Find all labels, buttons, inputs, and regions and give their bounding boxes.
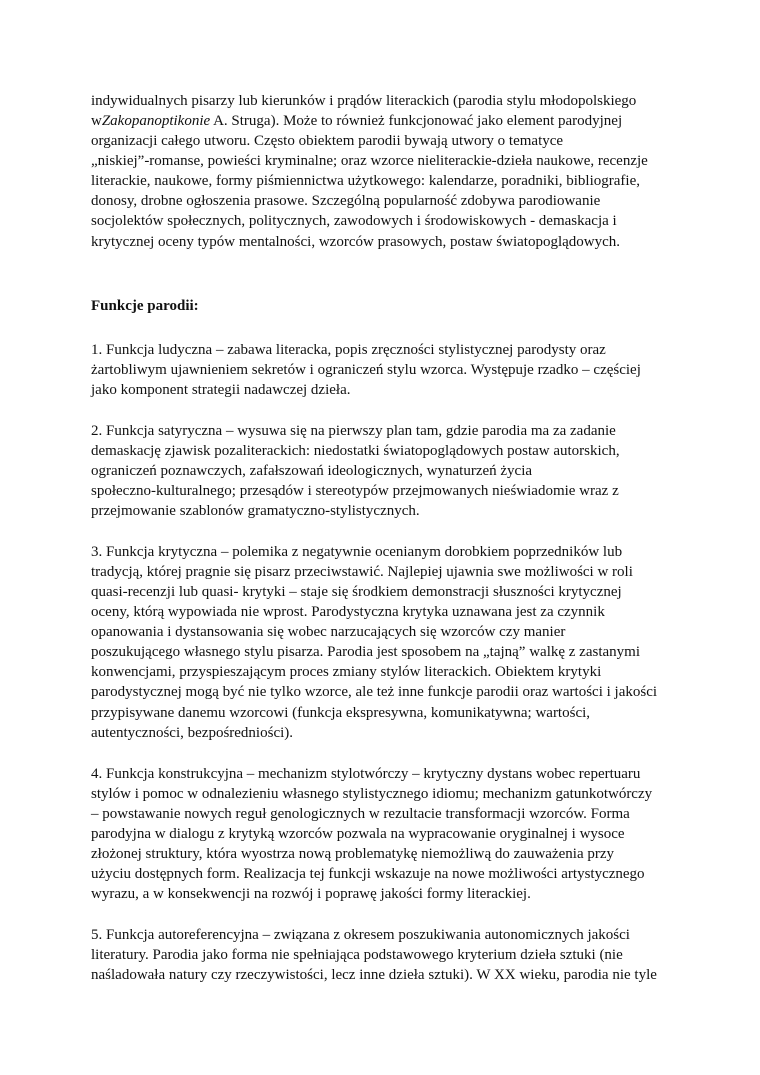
text-line: autentyczności, bezpośredniości). [91,725,294,741]
text-line: donosy, drobne ogłoszenia prasowe. Szczególną popularność zdobywa parodiowanie [91,193,601,209]
text-line: 2. Funkcja satyryczna – wysuwa się na pierwszy plan tam, gdzie parodia ma za zadanie [91,423,616,439]
text-line: jako komponent strategii nadawczej dzieła. [91,382,351,398]
text-line: indywidualnych pisarzy lub kierunków i prądów literackich (parodia stylu młodopolskiego [91,93,637,109]
text-line: tradycją, której pragnie się pisarz przeciwstawić. Najlepiej ujawnia swe możliwości w roli [91,564,633,580]
text-line: 1. Funkcja ludyczna – zabawa literacka, popis zręczności stylistycznej parodysty oraz [91,342,606,358]
text-line: konwencjami, przyspieszającym proces zmiany stylów literackich. Obiektem krytyki [91,664,602,680]
text-line: parodystycznej mogą być nie tylko wzorce, ale też inne funkcje parodii oraz wartości i jakości [91,684,658,700]
text-line: społeczno-kulturalnego; przesądów i stereotypów przejmowanych nieświadomie wraz z [91,483,619,499]
text-line: organizacji całego utworu. Często obiektem parodii bywają utwory o tematyce [91,133,564,149]
text-line: krytycznej oceny typów mentalności, wzorców prasowych, postaw światopoglądowych. [91,234,621,250]
section-heading: Funkcje parodii: [91,298,199,314]
text-line: 3. Funkcja krytyczna – polemika z negatywnie ocenianym dorobkiem poprzedników lub [91,544,623,560]
text-line: 4. Funkcja konstrukcyjna – mechanizm stylotwórczy – krytyczny dystans wobec repertuaru [91,766,641,782]
text-line: ograniczeń poznawczych, zafałszowań ideologicznych, wynaturzeń życia [91,463,533,479]
text-line: opanowania i dystansowania się wobec narzucających się wzorców czy manier [91,624,566,640]
text-segment: A. Struga). Może to również funkcjonować jako element parodyjnej [210,113,623,129]
text-line: literackie, naukowe, formy piśmiennictwa użytkowego: kalendarze, poradniki, bibliografie, [91,173,640,189]
text-line: – powstawanie nowych reguł genologicznych w rezultacie transformacji wzorców. Forma [91,806,630,822]
text-line: „niskiej”-romanse, powieści kryminalne; oraz wzorce nieliterackie-dzieła naukowe, recenzje [91,153,648,169]
text-line: oceny, którą wypowiada nie wprost. Parodystyczna krytyka uznawana jest za czynnik [91,604,605,620]
text-segment: w [91,113,102,129]
text-line: naśladowała natury czy rzeczywistości, lecz inne dzieła sztuki). W XX wieku, parodia nie tyle [91,967,657,983]
text-line: przypisywane danemu wzorcowi (funkcja ekspresywna, komunikatywna; wartości, [91,705,591,721]
text-line: użyciu dostępnych form. Realizacja tej funkcji wskazuje na nowe możliwości artystycznego [91,866,645,882]
italic-title: Zakopanoptikonie [101,113,211,129]
text-line: demaskację zjawisk pozaliterackich: niedostatki światopoglądowych postaw autorskich, [91,443,620,459]
text-line: przejmowanie szablonów gramatyczno-stylistycznych. [91,503,420,519]
text-line: złożonej struktury, która wyostrza nową problematykę niemożliwą do zauważenia przy [91,846,615,862]
text-line: parodyjna w dialogu z krytyką wzorców pozwala na wypracowanie oryginalnej i wysoce [91,826,625,842]
text-line: żartobliwym ujawnieniem sekretów i ograniczeń stylu wzorca. Występuje rzadko – częściej [91,362,641,378]
text-line: stylów i pomoc w odnalezieniu własnego stylistycznego idiomu; mechanizm gatunkotwórczy [91,786,653,802]
text-line: wyrazu, a w konsekwencji na rozwój i poprawę jakości formy literackiej. [91,886,531,902]
text-line: quasi-recenzji lub quasi- krytyki – staje się środkiem demonstracji słuszności krytycznej [91,584,622,600]
text-line: 5. Funkcja autoreferencyjna – związana z okresem poszukiwania autonomicznych jakości [91,927,630,943]
text-line: poszukującego własnego stylu pisarza. Parodia jest sposobem na „tajną” walkę z zastanymi [91,644,640,660]
text-line [91,111,622,131]
text-line: socjolektów społecznych, politycznych, zawodowych i środowiskowych - demaskacja i [91,213,617,229]
text-line: literatury. Parodia jako forma nie spełniająca podstawowego kryterium dzieła sztuki (nie [91,947,623,963]
